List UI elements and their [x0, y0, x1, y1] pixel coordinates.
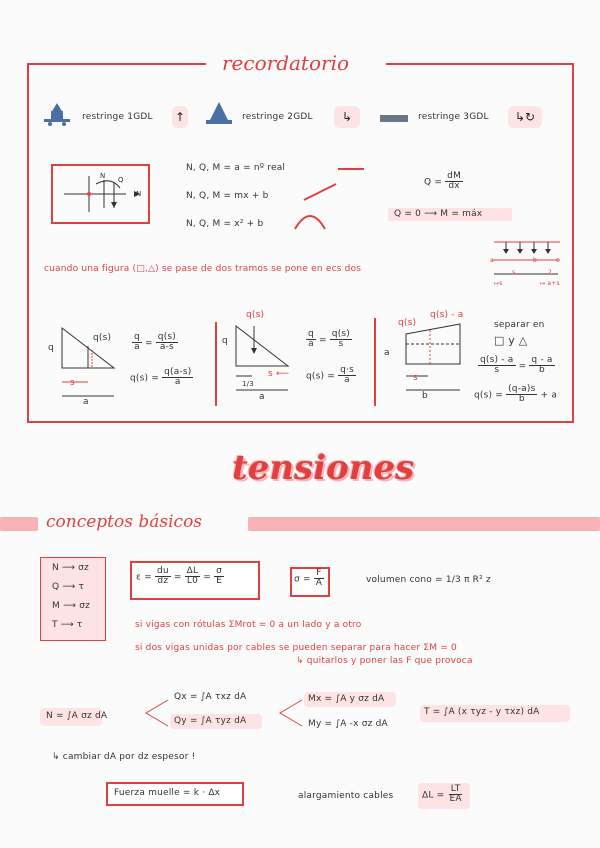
tri1-qs: q(s) — [93, 333, 112, 343]
support-2gdl-arrow — [334, 106, 360, 128]
q-zero-text: Q = 0 ⟶ M = máx — [394, 209, 483, 219]
mini-two: 2 — [548, 269, 553, 276]
trap-separar: separar en — [494, 320, 545, 330]
trap-eq1: $\frac{q(s) - a}{s}$ = $\frac{q - a}{b}$ — [480, 355, 553, 376]
sign-q-label: Q — [118, 176, 124, 184]
note-cables: si dos vigas unidas por cables se pueden separar para hacer ΣM = 0 — [135, 643, 457, 653]
spring-force: Fuerza muelle = k · Δx — [114, 788, 221, 798]
trap-qs: q(s) — [398, 318, 417, 328]
nqm-row-linear: N, Q, M = mx + b — [186, 191, 269, 201]
mini-b: b — [533, 257, 538, 264]
support-1gdl-label: restringe 1GDL — [82, 112, 153, 122]
trapezoid-diagram — [402, 320, 472, 404]
trap-qs-a: q(s) - a — [430, 310, 464, 320]
support-3gdl-label: restringe 3GDL — [418, 112, 489, 122]
qx-integral: Qx = ∫A τxz dA — [174, 692, 247, 702]
n-integral: N = ∫A σz dA — [46, 711, 108, 721]
tri2-eq2: q(s) = $\frac{q\cdot s}{a}$ — [306, 365, 354, 386]
support-3gdl-icon — [380, 115, 408, 122]
trap-eq2: q(s) = $\frac{(q-a)s}{b}$ + a — [474, 384, 558, 405]
support-1gdl-arrow — [172, 106, 188, 128]
alargamiento-eq: ΔL = $\frac{LT}{EA}$ — [422, 784, 462, 805]
trap-a: a — [384, 348, 390, 358]
tri2-a: a — [259, 392, 265, 402]
my-integral: My = ∫A -x σz dA — [308, 719, 388, 729]
tri2-third: 1/3 — [242, 380, 254, 388]
note-quitarlos: ↳ quitarlos y poner las F que provoca — [296, 656, 473, 666]
mini-s-arrow: ↦s — [494, 280, 503, 287]
q-derivative-eq: Q = $\frac{dM}{dx}$ — [424, 171, 462, 192]
volumen-cono: volumen cono = 1/3 π R² z — [366, 575, 491, 585]
linear-line-icon — [302, 182, 338, 202]
tri1-eq2: q(s) = $\frac{q(a-s)}{a}$ — [130, 367, 192, 388]
arrow-up-icon: ↑ — [174, 110, 186, 124]
list-q: Q ⟶ τ — [52, 582, 85, 592]
sign-n2-label: N — [136, 190, 142, 198]
nqm-row-parabola: N, Q, M = x² + b — [186, 219, 264, 229]
tri2-q: q — [222, 336, 228, 346]
list-m: M ⟶ σz — [52, 601, 91, 611]
trap-s: s — [413, 373, 418, 383]
arrow-rotate-icon: ↳↻ — [514, 110, 536, 124]
stress-eq: σ = $\frac{F}{A}$ — [294, 568, 323, 589]
header-bar-right — [248, 517, 600, 531]
mx-integral: Mx = ∫A y σz dA — [308, 694, 385, 704]
divider-1 — [215, 322, 217, 406]
tri2-s: s ⟵ — [268, 369, 290, 379]
constant-line-icon — [338, 168, 364, 170]
bracket-right — [278, 698, 304, 728]
strain-eq: ε = $\frac{du}{dz}$ = $\frac{\Delta L}{L0}$ = $\frac{\sigma}{E}$ — [136, 566, 222, 587]
support-3gdl-arrow — [508, 106, 542, 128]
mini-a: a — [490, 257, 494, 264]
tri1-s: s — [70, 378, 75, 388]
divider-2 — [374, 318, 376, 406]
tri2-eq1: $\frac{q}{a}$ = $\frac{q(s)}{s}$ — [308, 329, 351, 350]
trap-separar-shapes: □ y △ — [494, 334, 528, 347]
support-2gdl-label: restringe 2GDL — [242, 112, 313, 122]
bracket-left — [144, 698, 170, 728]
sign-n-label: N — [100, 172, 106, 180]
tri1-q: q — [48, 343, 54, 353]
mini-sum: ↦ a+s — [540, 280, 560, 287]
trap-b: b — [422, 391, 428, 401]
recordatorio-title: recordatorio — [222, 51, 350, 75]
tri1-eq1: $\frac{q}{a}$ = $\frac{q(s)}{a-s}$ — [134, 332, 177, 353]
cuando-note: cuando una figura (□,△) se pase de dos tramos se pone en ecs dos — [44, 264, 362, 274]
triangle-2-diagram — [232, 322, 302, 402]
parabola-line-icon — [293, 209, 327, 231]
conceptos-title: conceptos básicos — [46, 512, 203, 532]
cambiar-note: ↳ cambiar dA por dz espesor ! — [52, 752, 196, 762]
qy-integral: Qy = ∫A τyz dA — [174, 716, 247, 726]
tensiones-title: tensiones — [232, 448, 415, 488]
list-t: T ⟶ τ — [52, 620, 83, 630]
list-n: N ⟶ σz — [52, 563, 89, 573]
arrow-corner-icon: ↳ — [341, 110, 353, 124]
tri1-a: a — [83, 397, 89, 407]
mini-s: s — [512, 269, 516, 276]
header-bar-left — [0, 517, 38, 531]
nqm-row-constant: N, Q, M = a = nº real — [186, 163, 286, 173]
support-2gdl-icon — [204, 100, 234, 126]
alargamiento-label: alargamiento cables — [298, 791, 394, 801]
mini-c: c — [556, 257, 560, 264]
support-1gdl-icon — [42, 101, 72, 127]
note-rotulas: si vigas con rótulas ΣMrot = 0 a un lado y a otro — [135, 620, 362, 630]
tri2-qs: q(s) — [246, 310, 265, 320]
t-integral: T = ∫A (x τyz - y τxz) dA — [424, 707, 540, 717]
